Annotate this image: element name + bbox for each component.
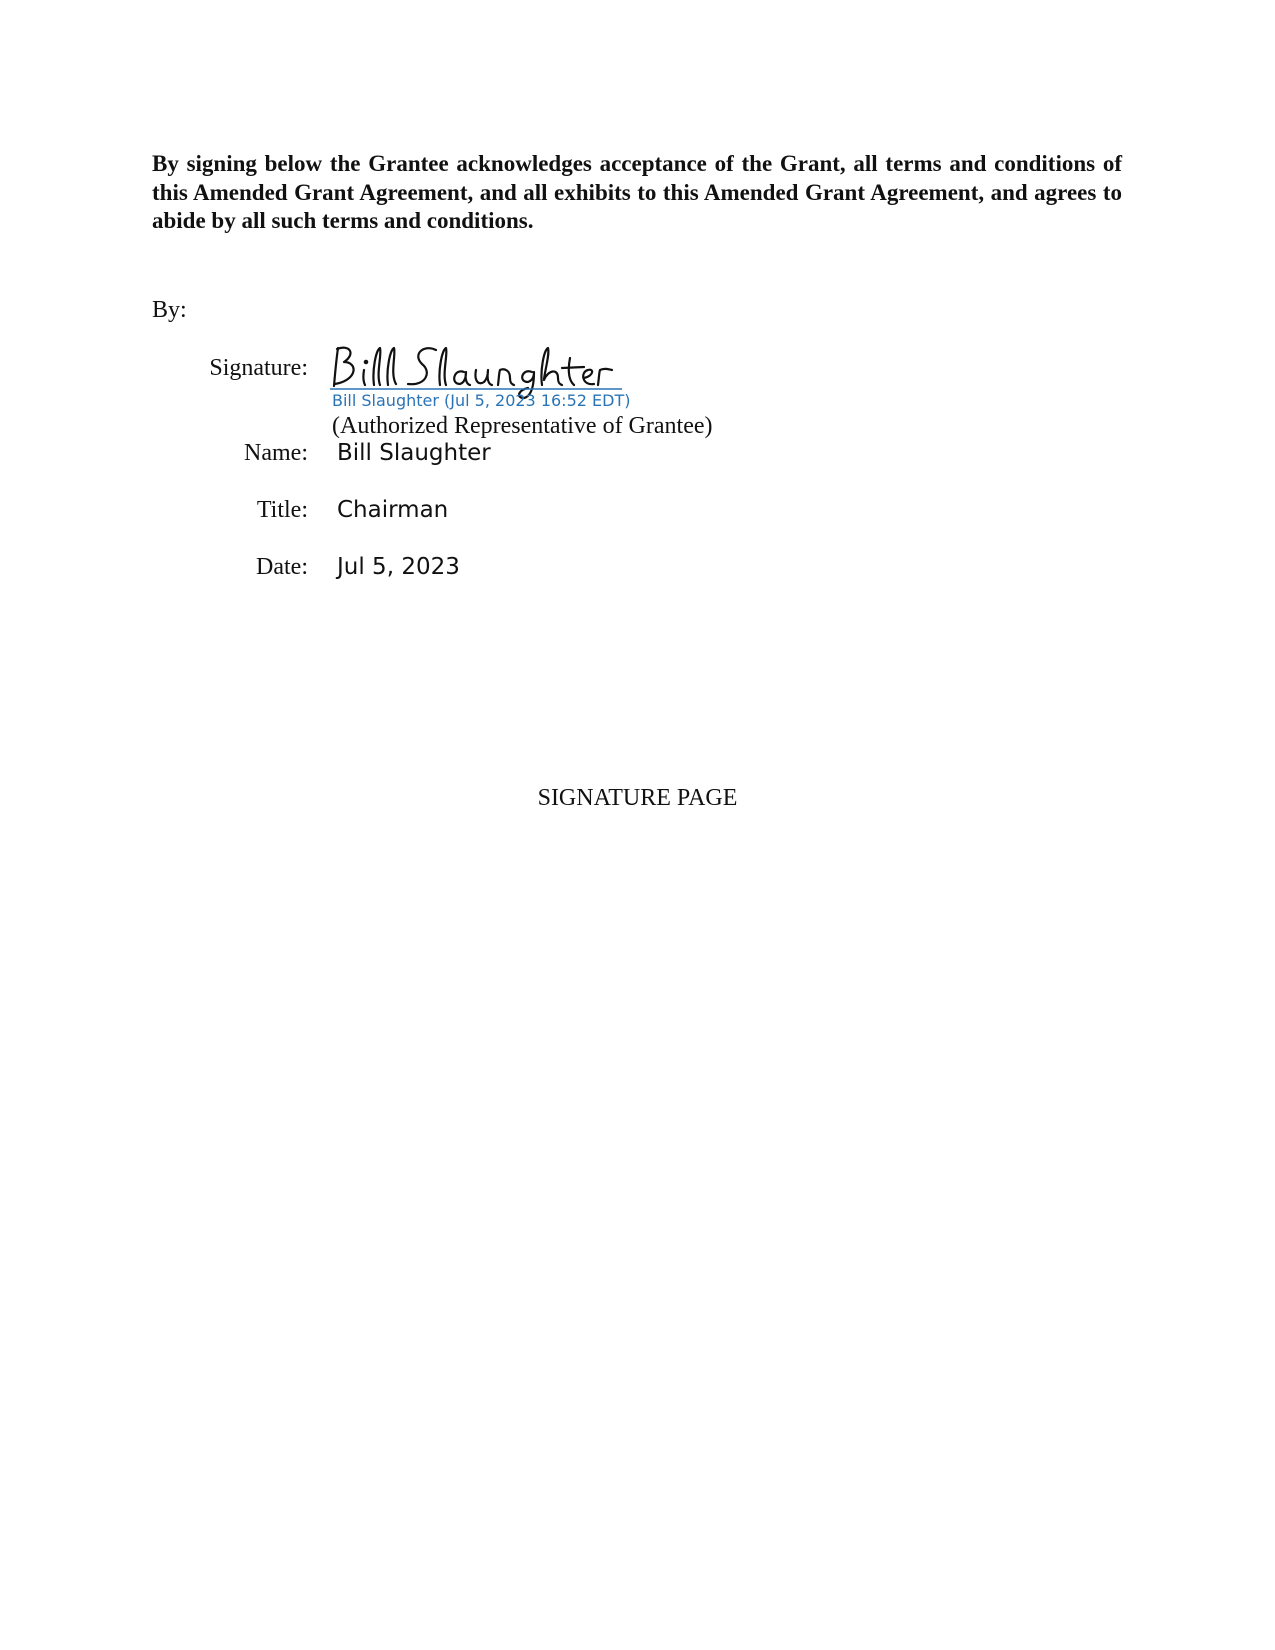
- signature-label: Signature:: [209, 355, 308, 381]
- date-value: Jul 5, 2023: [337, 554, 460, 580]
- page-title: SIGNATURE PAGE: [537, 785, 738, 811]
- by-label: By:: [152, 297, 187, 323]
- title-value: Chairman: [337, 497, 449, 523]
- name-label: Name:: [244, 440, 308, 466]
- title-label: Title:: [256, 497, 308, 523]
- name-value: Bill Slaughter: [337, 440, 491, 466]
- signature-timestamp: Bill Slaughter (Jul 5, 2023 16:52 EDT): [332, 391, 631, 410]
- date-label: Date:: [256, 554, 308, 580]
- acknowledgement-paragraph: By signing below the Grantee acknowledges acceptance of the Grant, all terms and conditions of this Amended Grant Agreement, and all exhibits to this Amended Grant Agreement, and agrees to abide by all such terms and conditions.: [152, 151, 1122, 233]
- signature-caption: (Authorized Representative of Grantee): [332, 413, 713, 439]
